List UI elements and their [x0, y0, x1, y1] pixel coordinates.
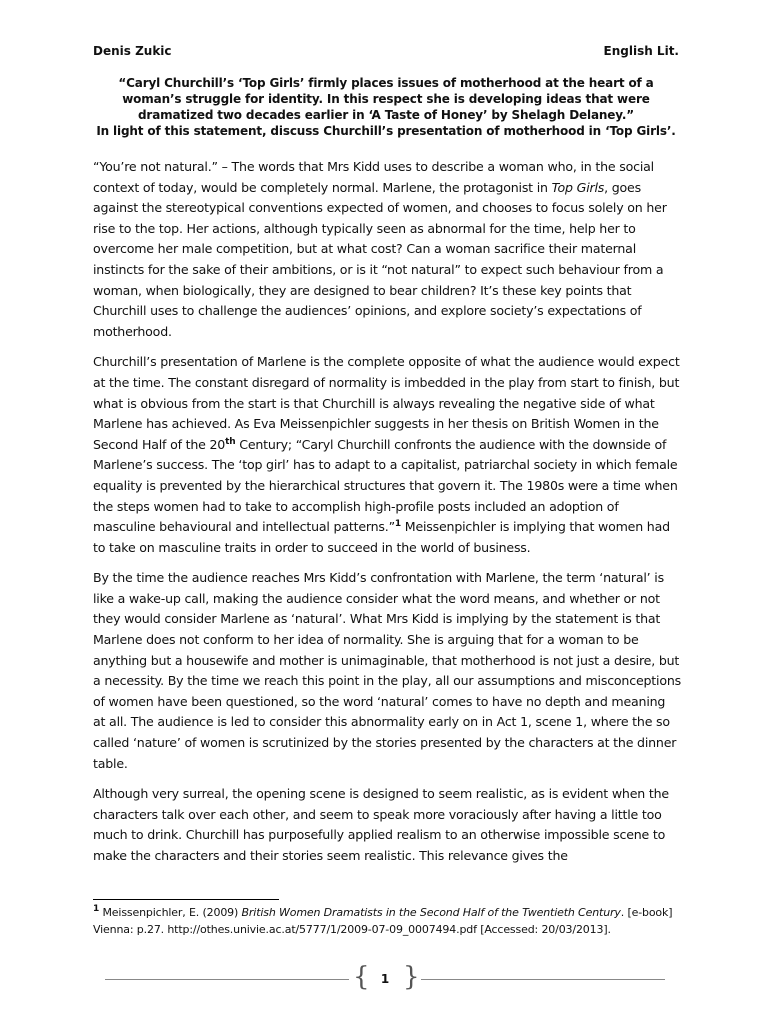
paragraph-1-text-a: “You’re not natural.” – The words that Mrs Kidd uses to describe a woman who, in the social context of today, would be completely normal. Marlene, the protagonist in [93, 159, 654, 195]
footnote-marker: 1 [93, 904, 100, 914]
author-name: Denis Zukic [93, 44, 172, 58]
paragraph-2-text-b: Century; “Caryl Churchill confronts the audience with the downside of Marlene’s success. The ‘top girl’ has to adapt to a capitalist, patriarchal society in which female equality is prevented by the hierarchical structures that govern it. The 1980s were a time when the steps women had to take to accomplish high-profile posts included an adoption of masculine behavioural and intellectual patterns.” [93, 436, 678, 535]
footer-rule-left [105, 979, 349, 980]
play-title: Top Girls [551, 179, 605, 195]
footnote-text-b: . [e-book] Vienna: p.27. http://othes.univie.ac.at/5777/1/2009-07-09_0007494.pdf [Accessed: 20/03/2013]. [93, 906, 673, 936]
essay-question [93, 75, 679, 139]
footnote-text-a: Meissenpichler, E. (2009) [99, 906, 242, 919]
paragraph-2-text-a: Churchill’s presentation of Marlene is the complete opposite of what the audience would expect at the time. The constant disregard of normality is imbedded in the play from start to finish, but what is obvious from the start is that Churchill is always revealing the negative side of what Marlene has achieved. As Eva Meissenpichler suggests in her thesis on British Women in the Second Half of the 20 [93, 354, 680, 452]
page-number: 1 [380, 972, 390, 986]
question-statement: “Caryl Churchill’s ‘Top Girls’ firmly places issues of motherhood at the heart of a woman’s struggle for identity. In this respect she is developing ideas that were dramatized two decades earlier in ‘A Taste of Honey’ by Shelagh Delaney.” [118, 76, 654, 122]
footnote-separator [93, 899, 279, 900]
subject-label: English Lit. [603, 44, 679, 58]
page-number-footer [105, 962, 665, 994]
close-brace-icon: } [403, 962, 420, 992]
paragraph-2 [93, 352, 681, 558]
footnote-reference[interactable]: 1 [394, 519, 401, 530]
paragraph-3: By the time the audience reaches Mrs Kidd’s confrontation with Marlene, the term ‘natural’ is like a wake-up call, making the audience consider what the word means, and whether or not they would consider Marlene as ‘natural’. What Mrs Kidd is implying by the statement is that Marlene does not conform to her idea of normality. She is arguing that for a woman to be anything but a housewife and mother is unimaginable, that motherhood is not just a desire, but a necessity. By the time we reach this point in the play, all our assumptions and misconceptions of women have been questioned, so the word ‘natural’ comes to have no depth and meaning at all. The audience is led to consider this abnormality early on in Act 1, scene 1, where the so called ‘nature’ of women is scrutinized by the stories presented by the characters at the dinner table. [93, 570, 681, 771]
essay-body [93, 157, 681, 867]
open-brace-icon: { [353, 962, 370, 992]
paragraph-2-text-c: Meissenpichler is implying that women had to take on masculine traits in order to succeed in the world of business. [93, 519, 670, 555]
ordinal-suffix: th [225, 436, 236, 447]
paragraph-1 [93, 157, 681, 342]
question-prompt: In light of this statement, discuss Churchill’s presentation of motherhood in ‘Top Girls’. [96, 124, 676, 138]
footnote [93, 904, 683, 938]
footnote-book-title: British Women Dramatists in the Second Half of the Twentieth Century [241, 906, 621, 919]
paragraph-4: Although very surreal, the opening scene is designed to seem realistic, as is evident when the characters talk over each other, and seem to speak more voraciously after having a little too much to drink. Churchill has purposefully applied realism to an otherwise impossible scene to make the characters and their stories seem realistic. This relevance gives the [93, 786, 669, 863]
footer-rule-right [421, 979, 665, 980]
paragraph-1-text-b: , goes against the stereotypical conventions expected of women, and chooses to focus solely on her rise to the top. Her actions, although typically seen as abnormal for the time, help her to overcome her male competition, but at what cost? Can a woman sacrifice their maternal instincts for the sake of their ambitions, or is it “not natural” to expect such behaviour from a woman, when biologically, they are designed to bear children? It’s these key points that Churchill uses to challenge the audiences’ opinions, and explore society’s expectations of motherhood. [93, 179, 667, 339]
page-header [93, 44, 679, 64]
